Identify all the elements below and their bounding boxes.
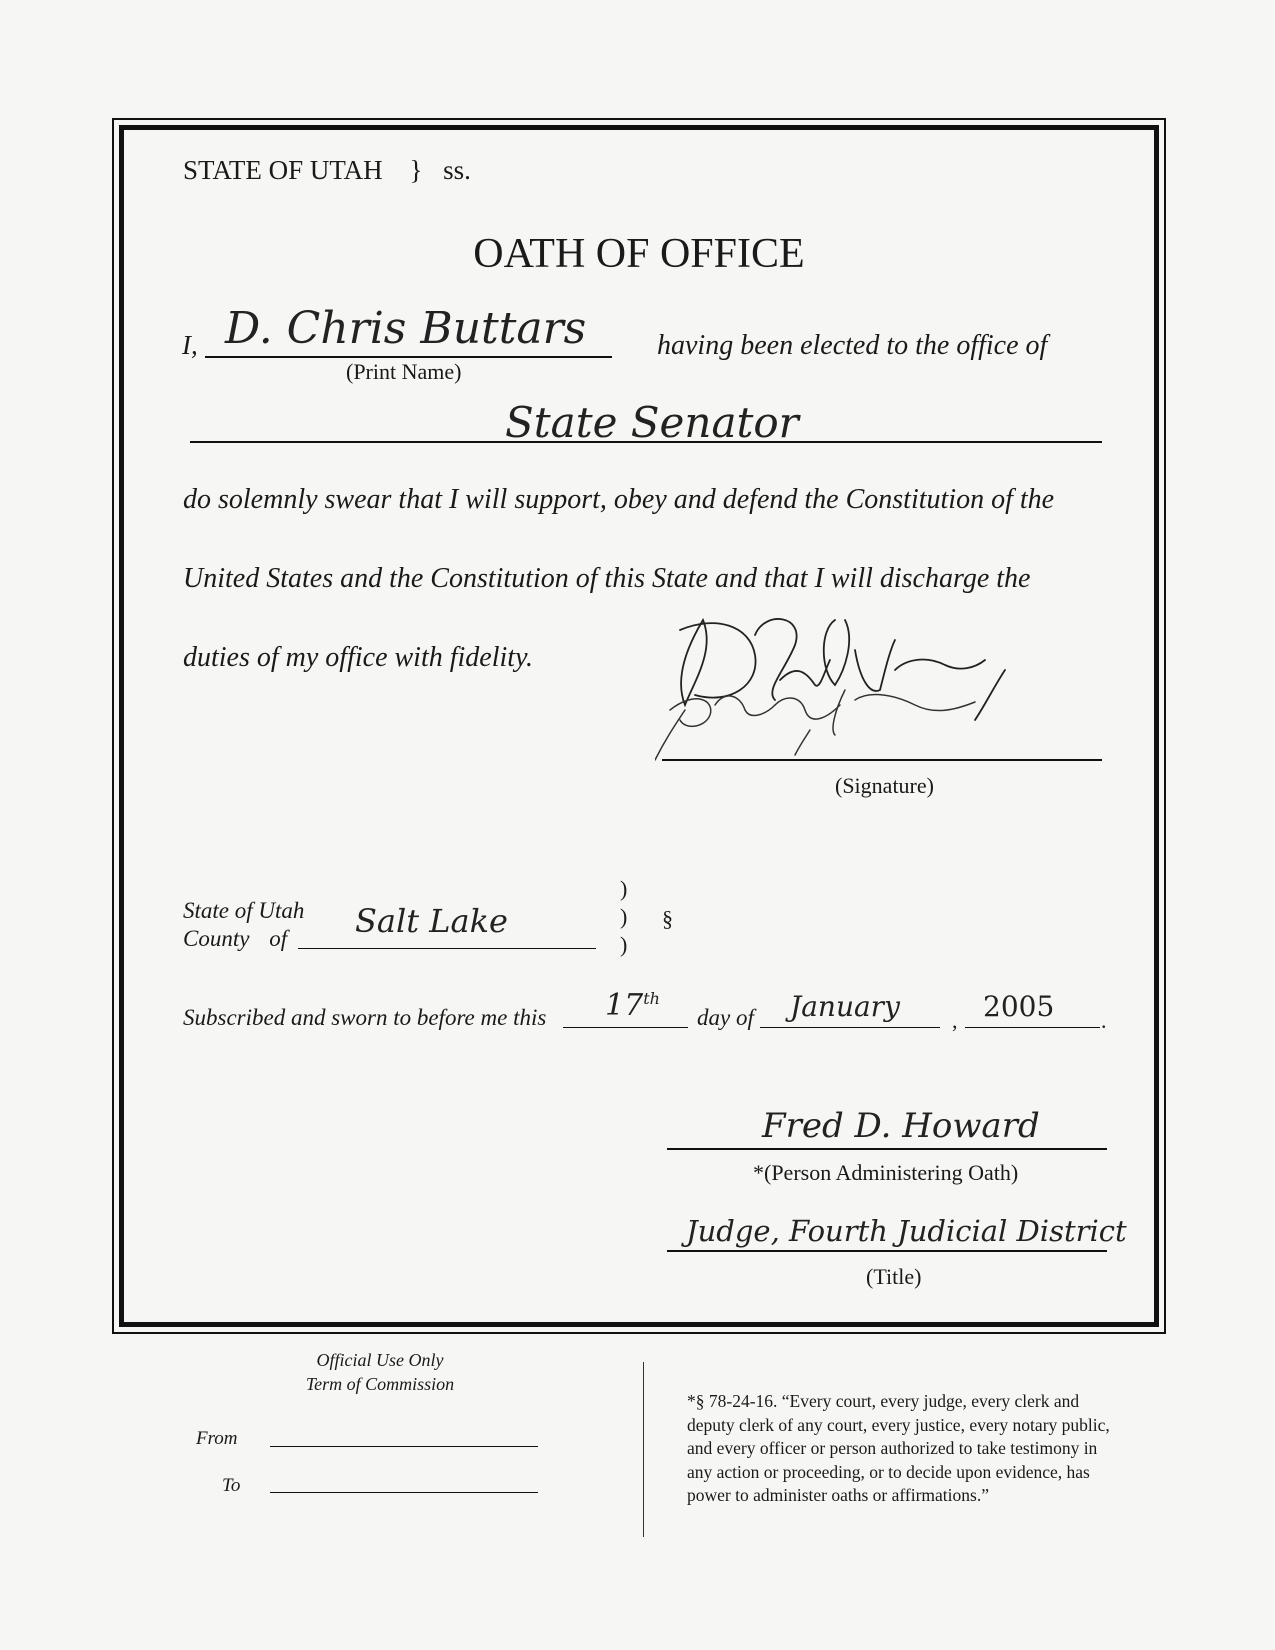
elected-text: having been elected to the office of <box>657 330 1048 361</box>
from-label: From <box>196 1428 238 1449</box>
paren-1: ) <box>620 876 628 901</box>
ss-label: ss. <box>443 155 471 185</box>
day-suffix: th <box>643 989 660 1008</box>
sworn-year: 2005 <box>983 990 1055 1023</box>
venue-county-label <box>183 926 287 952</box>
office-name: State Senator <box>505 398 799 447</box>
statute-line-4: any action or proceeding, or to decide upon evidence, has <box>687 1461 1090 1482</box>
term-heading: Term of Commission <box>305 1374 455 1394</box>
of-word: of <box>269 926 288 951</box>
state-label: STATE OF UTAH <box>183 155 383 185</box>
title-caption: (Title) <box>866 1264 922 1289</box>
signature-line <box>662 759 1102 761</box>
statute-line-1: *§ 78-24-16. “Every court, every judge, every clerk and <box>687 1391 1080 1411</box>
page-title: OATH OF OFFICE <box>473 231 805 277</box>
title-line <box>667 1250 1107 1252</box>
statute-line-5: power to administer oaths or affirmations.” <box>687 1485 989 1505</box>
venue-state-label: State of Utah <box>183 898 305 923</box>
sworn-prefix: Subscribed and sworn to before me this <box>183 1005 547 1030</box>
day-of-label: day of <box>697 1005 754 1030</box>
month-underline <box>760 1027 940 1028</box>
date-period: . <box>1101 1008 1107 1033</box>
sworn-day <box>605 988 660 1023</box>
paren-3: ) <box>620 932 628 957</box>
oath-line-2: United States and the Constitution of this State and that I will discharge the <box>183 563 1031 594</box>
county-word: County <box>183 926 250 951</box>
date-comma: , <box>952 1008 958 1033</box>
official-use-heading: Official Use Only <box>316 1350 444 1370</box>
statute-text <box>687 1390 1110 1508</box>
administrator-name: Fred D. Howard <box>762 1106 1040 1146</box>
from-line <box>270 1446 538 1447</box>
day-number: 17 <box>605 988 644 1023</box>
county-value: Salt Lake <box>355 902 508 940</box>
section-symbol: § <box>662 906 673 931</box>
to-line <box>270 1492 538 1493</box>
administrator-caption: *(Person Administering Oath) <box>753 1160 1019 1185</box>
oath-line-1: do solemnly swear that I will support, obey and defend the Constitution of the <box>183 484 1055 515</box>
county-underline <box>298 948 596 949</box>
statute-line-2: deputy clerk of any court, every justice, every notary public, <box>687 1414 1110 1435</box>
i-prefix: I, <box>182 330 198 360</box>
oath-line-3: duties of my office with fidelity. <box>183 642 533 673</box>
office-underline <box>190 441 1102 443</box>
signature-caption: (Signature) <box>835 773 934 798</box>
statute-line-3: and every officer or person authorized to take testimony in <box>687 1438 1098 1458</box>
print-name-caption: (Print Name) <box>346 359 462 384</box>
to-label: To <box>222 1475 241 1496</box>
state-heading <box>183 155 471 186</box>
brace: } <box>409 155 423 185</box>
officer-name: D. Chris Buttars <box>225 303 587 354</box>
paren-2: ) <box>620 904 628 929</box>
administrator-title: Judge, Fourth Judicial District <box>686 1214 1127 1248</box>
year-underline <box>965 1027 1100 1028</box>
administrator-line <box>667 1148 1107 1150</box>
sworn-month: January <box>790 990 900 1023</box>
day-underline <box>563 1027 688 1028</box>
name-underline <box>205 356 612 358</box>
footer-divider <box>643 1362 644 1537</box>
